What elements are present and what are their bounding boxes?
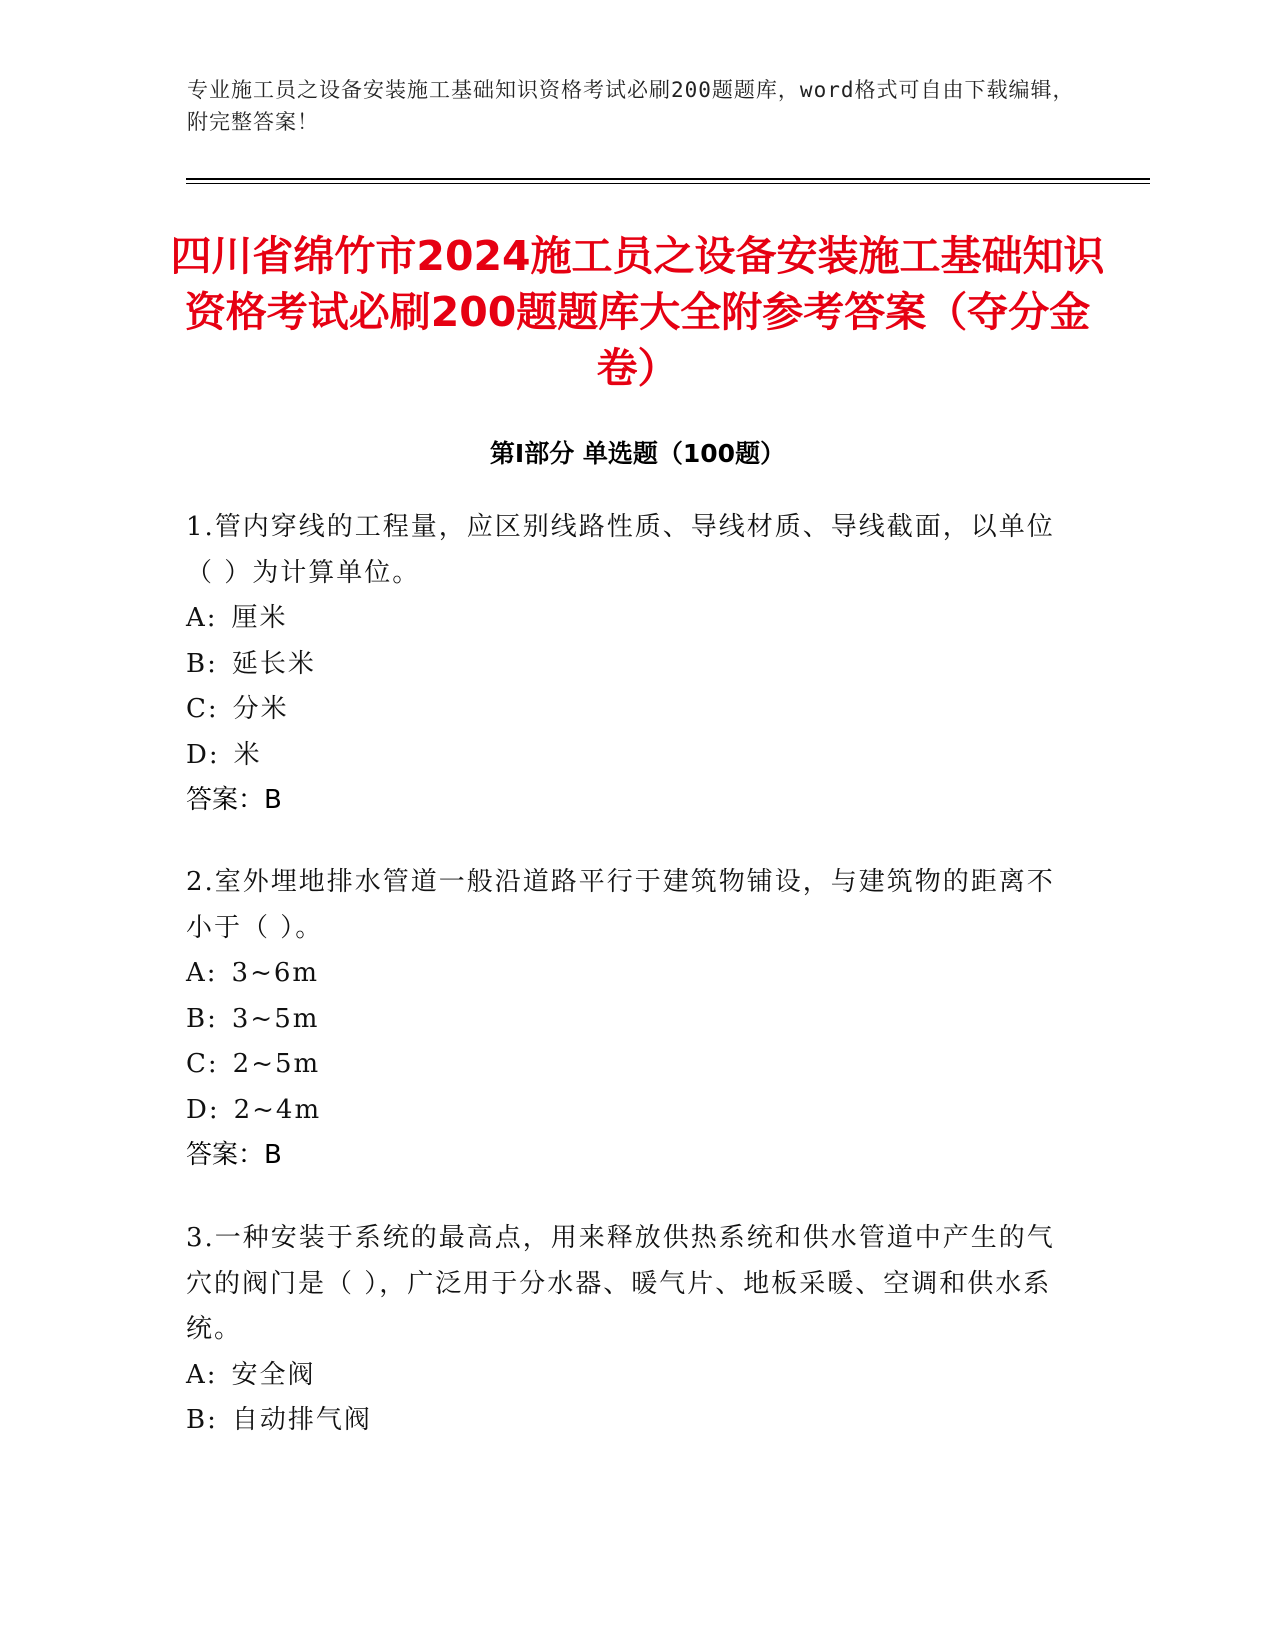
option-text: 2~4m — [233, 1094, 322, 1125]
option-key: D: — [186, 739, 220, 770]
document-title: 四川省绵竹市2024施工员之设备安装施工基础知识资格考试必刷200题题库大全附参考答案（夺分金卷） — [170, 232, 1105, 392]
question-1 — [186, 505, 1066, 824]
option-key: A: — [186, 603, 218, 633]
option-key: C: — [186, 1049, 219, 1079]
option-key: D: — [186, 1094, 220, 1125]
option-text: 自动排气阀 — [231, 1405, 372, 1435]
option-text: 安全阀 — [231, 1359, 316, 1390]
option-text: 米 — [233, 739, 262, 770]
question-2 — [186, 860, 1066, 1179]
option-text: 3~5m — [231, 1003, 320, 1034]
option-key: B: — [186, 1003, 218, 1034]
option-text: 2~5m — [232, 1049, 321, 1079]
option-a[interactable] — [186, 951, 1066, 997]
option-key: A: — [186, 1359, 218, 1390]
option-a[interactable] — [186, 1353, 1066, 1399]
header-note: 专业施工员之设备安装施工基础知识资格考试必刷200题题库，word格式可自由下载编辑，附完整答案！ — [187, 78, 1075, 134]
option-b[interactable] — [186, 997, 1066, 1043]
option-text: 分米 — [232, 694, 289, 724]
answer-line: 答案：B — [186, 1140, 282, 1170]
header-divider-thin — [186, 183, 1150, 184]
option-b[interactable] — [186, 642, 1066, 688]
option-key: C: — [186, 694, 219, 724]
answer-line: 答案：B — [186, 785, 282, 815]
option-d[interactable] — [186, 733, 1066, 779]
header-divider-thick — [186, 178, 1150, 180]
option-a[interactable] — [186, 596, 1066, 642]
option-c[interactable] — [186, 1042, 1066, 1088]
option-text: 厘米 — [231, 603, 288, 633]
question-stem: 3.一种安装于系统的最高点，用来释放供热系统和供水管道中产生的气穴的阀门是（ ），广泛用于分水器、暖气片、地板采暖、空调和供水系统。 — [186, 1223, 1055, 1344]
option-b[interactable] — [186, 1398, 1066, 1444]
option-key: B: — [186, 648, 218, 679]
option-c[interactable] — [186, 687, 1066, 733]
option-key: B: — [186, 1405, 218, 1435]
question-3 — [186, 1216, 1066, 1444]
option-text: 3~6m — [231, 958, 320, 988]
question-stem: 1.管内穿线的工程量，应区别线路性质、导线材质、导线截面，以单位（ ）为计算单位。 — [186, 512, 1055, 588]
option-key: A: — [186, 958, 218, 988]
option-d[interactable] — [186, 1088, 1066, 1134]
option-text: 延长米 — [231, 648, 316, 679]
question-stem: 2.室外埋地排水管道一般沿道路平行于建筑物铺设，与建筑物的距离不小于（ ）。 — [186, 867, 1055, 943]
section-heading: 第Ⅰ部分 单选题（100题） — [489, 439, 786, 468]
